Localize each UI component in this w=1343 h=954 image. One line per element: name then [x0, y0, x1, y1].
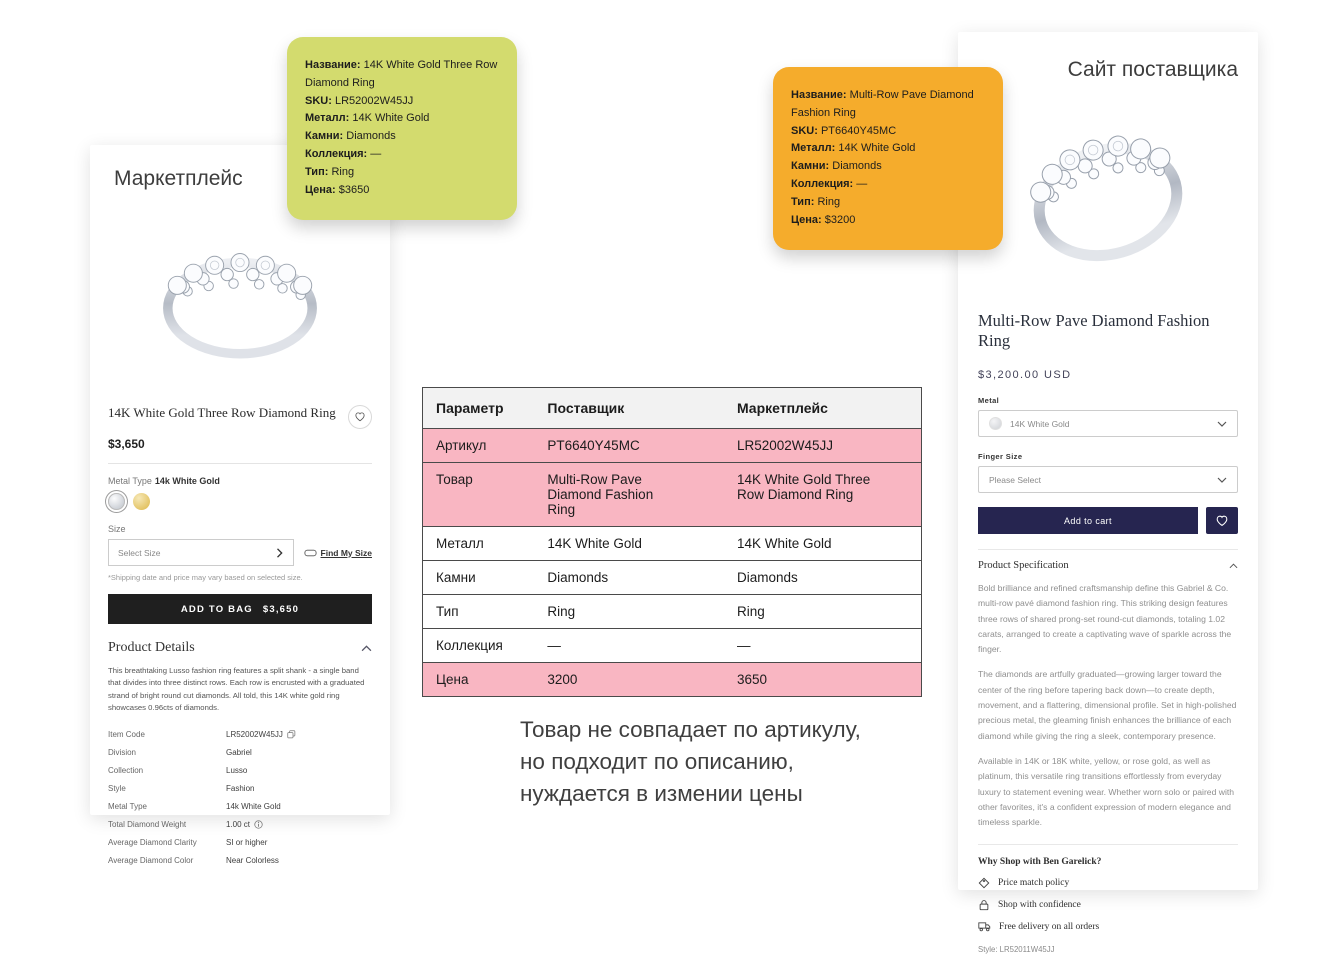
callout-line: Название: 14K White Gold Three Row Diamond Ring — [305, 59, 498, 89]
add-to-cart-button[interactable]: Add to cart — [978, 507, 1198, 534]
spec-row: Style Fashion — [108, 783, 255, 793]
supplier-callout — [773, 67, 1003, 250]
copy-icon[interactable] — [287, 730, 296, 739]
col-header-param: Параметр — [423, 388, 535, 429]
callout-line: Цена: $3200 — [791, 213, 856, 226]
heart-icon — [354, 411, 366, 423]
chevron-down-icon — [1217, 421, 1227, 427]
product-title: 14K White Gold Three Row Diamond Ring — [108, 405, 336, 420]
find-my-size-link[interactable]: Find My Size — [304, 548, 372, 558]
metal-type-label: Metal Type — [108, 476, 152, 486]
callout-line: Металл: 14K White Gold — [305, 112, 430, 125]
callout-line: SKU: PT6640Y45MC — [791, 124, 897, 137]
heart-icon — [1215, 514, 1229, 528]
spec-row: Collection Lusso — [108, 765, 248, 775]
table-row: Коллекция — — — [423, 629, 922, 663]
spec-paragraph: Available in 14K or 18K white, yellow, or rose gold, as well as platinum, this versatile ring transitions effortlessly from everyday luxury to statement evening wear. Whether worn solo or paired with other favorites, it's a confident expression of modern elegance and timeless sparkle. — [978, 755, 1235, 828]
spec-row: Division Gabriel — [108, 747, 252, 757]
callout-line: Камни: Diamonds — [791, 160, 882, 173]
metal-type-value: 14k White Gold — [154, 476, 220, 486]
spec-row: Metal Type 14k White Gold — [108, 801, 281, 811]
metal-swatch-icon — [989, 417, 1002, 430]
add-to-bag-button[interactable]: ADD TO BAG $3,650 — [108, 594, 372, 624]
product-details-toggle[interactable]: Product Details — [108, 640, 372, 656]
why-shop-heading: Why Shop with Ben Garelick? — [978, 857, 1102, 868]
metal-select[interactable]: 14K White Gold — [978, 410, 1238, 437]
marketplace-panel-title: Маркетплейс — [114, 167, 243, 190]
chevron-up-icon — [361, 645, 372, 652]
col-header-supplier: Поставщик — [534, 388, 724, 429]
spec-paragraph: The diamonds are artfully graduated—growing larger toward the center of the ring before tapering back down—to create depth, movement, and a flattering, dimensional profile. Set in high-polished precious metal, the gleaming finish enhances the brilliance of each diamond while giving the ring a sleek, contemporary presence. — [978, 669, 1237, 741]
supplier-panel-title: Сайт поставщика — [1067, 58, 1238, 81]
spec-row: Item Code LR52002W45JJ — [108, 725, 372, 743]
spec-paragraph: Bold brilliance and refined craftsmanship define this Gabriel & Co. multi-row pavé diamond fashion ring. This striking design features three rows of shared prong-set round-cut diamonds, totaling 1.02 carats, arranged to create a captivating wave of sparkle across the finger. — [978, 583, 1232, 655]
callout-line: Камни: Diamonds — [305, 130, 396, 143]
product-description: This breathtaking Lusso fashion ring features a split shank - a single band that divides into three distinct rows. Each row is encrusted with a graduated strand of bright round cut diamonds. All told, this 14K white gold ring showcases 0.96cts of diamonds. — [108, 666, 365, 712]
metal-type-row — [108, 476, 372, 486]
size-label: Size — [108, 524, 126, 534]
chevron-up-icon — [1229, 563, 1238, 569]
table-row: Артикул PT6640Y45MC LR52002W45JJ — [423, 429, 922, 463]
product-price: $3,650 — [108, 437, 145, 451]
info-icon[interactable] — [254, 820, 263, 829]
comparison-table — [422, 387, 922, 697]
table-row: Товар Multi-Row Pave Diamond Fashion Ring 14K White Gold Three Row Diamond Ring — [423, 463, 922, 527]
marketplace-panel — [90, 145, 390, 865]
metal-swatch-yellow-gold[interactable] — [133, 493, 150, 510]
supplier-panel — [958, 32, 1258, 954]
callout-line: Цена: $3650 — [305, 183, 370, 196]
table-header-row — [423, 388, 922, 429]
table-row: Камни Diamonds Diamonds — [423, 561, 922, 595]
table-row: Цена 3200 3650 — [423, 663, 922, 697]
ruler-icon — [304, 549, 317, 557]
spec-row: Average Diamond Color Near Colorless — [108, 855, 279, 865]
callout-line: Тип: Ring — [305, 165, 355, 178]
shipping-note: *Shipping date and price may vary based on selected size. — [108, 573, 303, 582]
truck-icon — [978, 921, 991, 932]
supplier-product-image — [978, 82, 1238, 307]
product-specification-toggle[interactable]: Product Specification — [978, 549, 1238, 571]
feature-free-delivery: Free delivery on all orders — [978, 921, 1238, 932]
finger-size-label: Finger Size — [978, 452, 1023, 461]
metal-label: Metal — [978, 396, 1000, 405]
marketplace-product-image — [90, 197, 390, 405]
tag-icon — [978, 877, 990, 889]
metal-swatch-white-gold[interactable] — [108, 493, 125, 510]
product-title: Multi-Row Pave Diamond Fashion Ring — [978, 311, 1210, 350]
lock-icon — [978, 899, 990, 911]
size-select[interactable] — [108, 539, 294, 566]
chevron-right-icon — [276, 548, 284, 558]
col-header-marketplace: Маркетплейс — [724, 388, 922, 429]
feature-confidence: Shop with confidence — [978, 899, 1238, 911]
spec-row: Total Diamond Weight 1.00 ct — [108, 815, 372, 833]
callout-line: Название: Multi-Row Pave Diamond Fashion Ring — [791, 89, 974, 119]
ring-illustration — [145, 229, 335, 374]
table-row: Тип Ring Ring — [423, 595, 922, 629]
callout-line: Тип: Ring — [791, 195, 841, 208]
table-row: Металл 14K White Gold 14K White Gold — [423, 527, 922, 561]
size-select-placeholder: Select Size — [118, 547, 161, 558]
comparison-annotation: Товар не совпадает по артикулу, но подходит по описанию, нуждается в измении цены — [520, 717, 861, 807]
ring-illustration — [1008, 100, 1208, 290]
feature-price-match: Price match policy — [978, 877, 1238, 889]
marketplace-callout — [287, 37, 517, 220]
wishlist-button[interactable] — [348, 405, 372, 429]
spec-row: Average Diamond Clarity SI or higher — [108, 837, 268, 847]
callout-line: Коллекция: — — [791, 178, 868, 191]
callout-line: Коллекция: — — [305, 148, 382, 161]
spec-list — [108, 725, 372, 869]
finger-size-select[interactable]: Please Select — [978, 466, 1238, 493]
style-code: Style: LR52011W45JJ — [978, 945, 1055, 954]
product-price: $3,200.00 USD — [978, 369, 1072, 381]
wishlist-button[interactable] — [1206, 507, 1238, 534]
callout-line: SKU: LR52002W45JJ — [305, 94, 414, 107]
callout-line: Металл: 14K White Gold — [791, 142, 916, 155]
chevron-down-icon — [1217, 477, 1227, 483]
